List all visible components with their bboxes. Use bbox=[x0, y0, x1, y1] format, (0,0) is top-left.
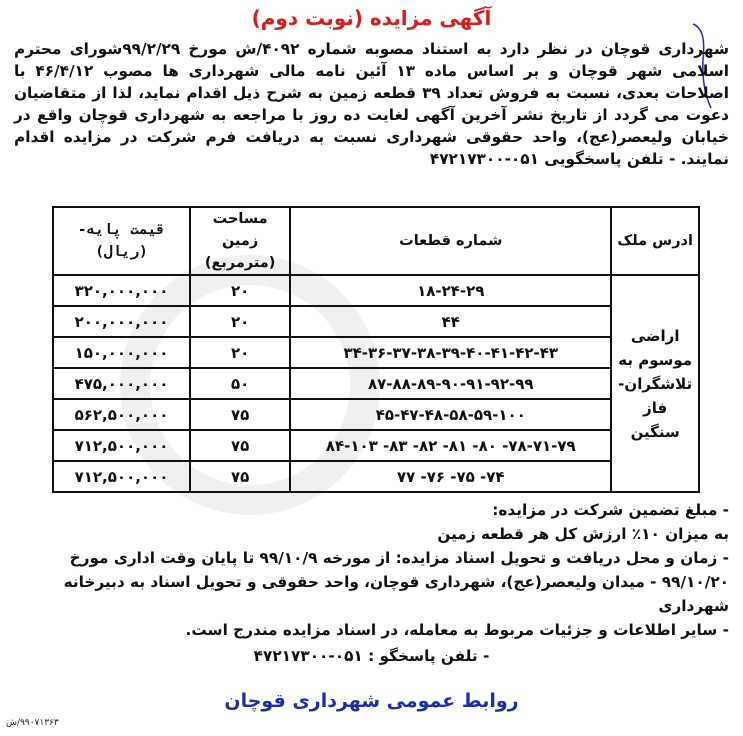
price-cell: ۷۱۲,۵۰۰,۰۰۰ bbox=[53, 461, 190, 492]
deposit-value: به میزان ۱۰٪ ارزش کل هر قطعه زمین bbox=[437, 525, 729, 543]
header-area: مساحت زمین (مترمربع) bbox=[190, 207, 290, 275]
table-row bbox=[53, 337, 699, 368]
table-row bbox=[53, 306, 699, 337]
area-cell: ۷۵ bbox=[190, 430, 290, 461]
table-header-row bbox=[53, 207, 699, 275]
plots-cell: ۴۵-۴۷-۴۸-۵۸-۵۹-۱۰۰ bbox=[290, 399, 611, 430]
plots-cell: ۴۴ bbox=[290, 306, 611, 337]
area-cell: ۲۰ bbox=[190, 306, 290, 337]
table-row bbox=[53, 430, 699, 461]
area-cell: ۲۰ bbox=[190, 337, 290, 368]
header-price: قیمت پایه- (ریال) bbox=[53, 207, 190, 275]
address-cell: اراضی موسوم به تلاشگران- فاز سنگین bbox=[611, 275, 699, 492]
area-cell: ۷۵ bbox=[190, 399, 290, 430]
plots-cell: ۷۴- ۷۵- ۷۶- ۷۷ bbox=[290, 461, 611, 492]
time-place-note: - زمان و محل دریافت و تحویل اسناد مزایده: از مورخه ۹۹/۱۰/۹ تا پایان وقت اداری مورخ ۹۹/۱۰/۲۰ - میدان ولیعصر(عج)، شهرداری قوچان، واحد حقوقی و تحویل اسناد به دبیرخانه شهرداری bbox=[63, 549, 729, 615]
price-cell: ۵۶۲,۵۰۰,۰۰۰ bbox=[53, 399, 190, 430]
ad-title: آگهی مزایده (نوبت دوم) bbox=[251, 6, 492, 30]
plots-table bbox=[52, 206, 700, 493]
area-cell: ۷۵ bbox=[190, 461, 290, 492]
area-cell: ۵۰ bbox=[190, 368, 290, 399]
area-cell: ۲۰ bbox=[190, 275, 290, 306]
notes-section bbox=[14, 498, 729, 668]
phone-note: - تلفن پاسخگو : ۰۵۱-۴۷۲۱۷۳۰۰ bbox=[253, 647, 490, 665]
plots-cell: ۸۷-۸۸-۸۹-۹۰-۹۱-۹۲-۹۹ bbox=[290, 368, 611, 399]
price-cell: ۴۷۵,۰۰۰,۰۰۰ bbox=[53, 368, 190, 399]
ad-code: ۹۹۰۷۱۳۶۳/ش bbox=[6, 718, 59, 728]
price-cell: ۲۰۰,۰۰۰,۰۰۰ bbox=[53, 306, 190, 337]
deposit-label: - مبلغ تضمین شرکت در مزایده: bbox=[492, 501, 729, 519]
plots-cell: ۳۴-۳۶-۳۷-۳۸-۳۹-۴۰-۴۱-۴۲-۴۳ bbox=[290, 337, 611, 368]
plots-cell: ۱۸-۲۴-۲۹ bbox=[290, 275, 611, 306]
price-cell: ۷۱۲,۵۰۰,۰۰۰ bbox=[53, 430, 190, 461]
table-row bbox=[53, 461, 699, 492]
other-info-note: - سایر اطلاعات و جزئیات مربوط به معامله، در اسناد مزایده مندرج است. bbox=[185, 621, 729, 639]
header-plots: شماره قطعات bbox=[290, 207, 611, 275]
table-row bbox=[53, 275, 699, 306]
header-address: ادرس ملک bbox=[611, 207, 699, 275]
table-row bbox=[53, 368, 699, 399]
table-row bbox=[53, 399, 699, 430]
signature-public-relations: روابط عمومی شهرداری قوچان bbox=[224, 690, 519, 712]
intro-paragraph: شهرداری قوچان در نظر دارد به استناد مصوبه شماره ۴۰۹۲/ش مورخ ۹۹/۲/۲۹شورای محترم اسلامی شهر قوچان و بر اساس ماده ۱۳ آئین نامه مالی شهرداری ها مصوب ۴۶/۴/۱۲ با اصلاحات بعدی، نسبت به فروش تعداد ۳۹ قطعه زمین به شرح ذیل اقدام نماید، لذا از متقاضیان دعوت می گردد از تاریخ نشر آخرین آگهی لغایت ده روز با مراجعه به شهرداری قوچان واقع در خیابان ولیعصر(عج)، واحد حقوقی شهرداری نسبت به دریافت فرم شرکت در مزایده اقدام نمایند. - تلفن پاسخگویی ۰۵۱-۴۷۲۱۷۳۰۰ bbox=[14, 40, 729, 168]
price-cell: ۳۲۰,۰۰۰,۰۰۰ bbox=[53, 275, 190, 306]
price-cell: ۱۵۰,۰۰۰,۰۰۰ bbox=[53, 337, 190, 368]
plots-cell: ۷۸-۷۱-۷۹- ۸۰- ۸۱- ۸۲- ۸۳- ۸۴-۱۰۳ bbox=[290, 430, 611, 461]
